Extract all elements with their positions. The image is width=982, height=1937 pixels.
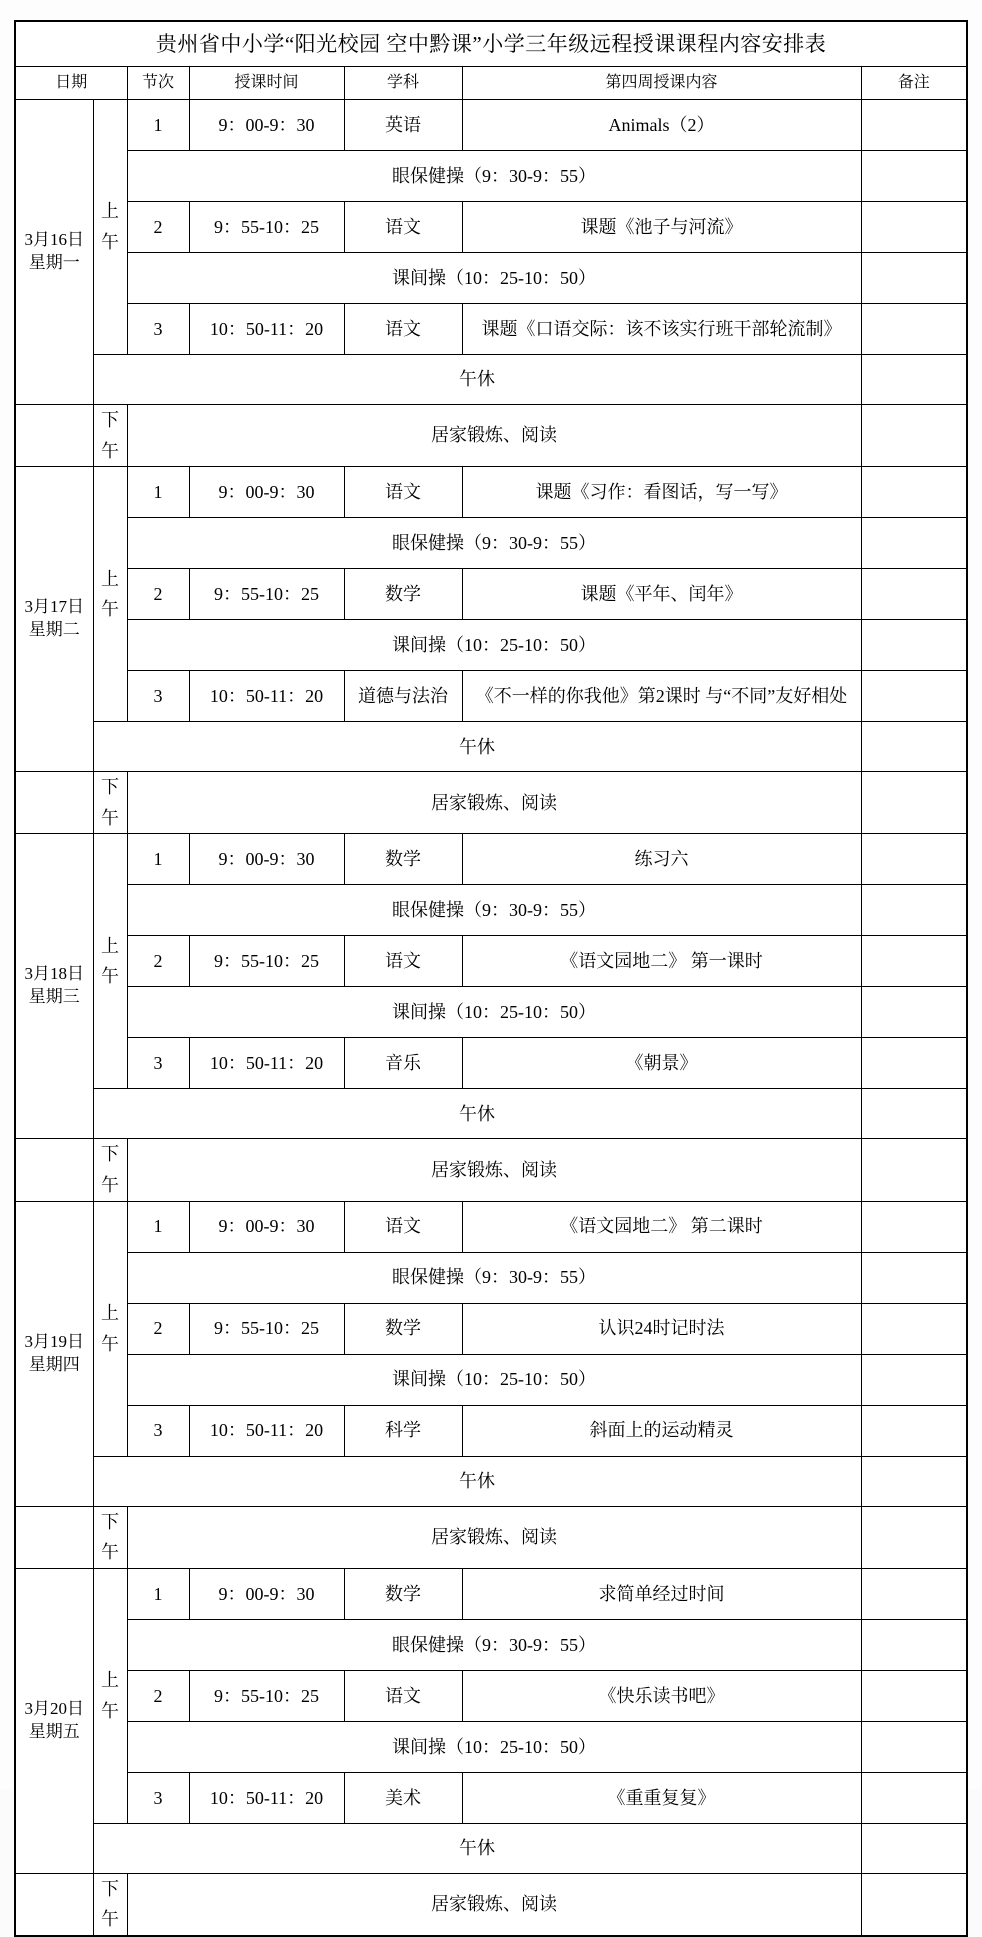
period-subject: 道德与法治 (344, 671, 462, 722)
table-row (15, 620, 967, 671)
note-cell (861, 304, 967, 355)
morning-label: 上午 (93, 834, 127, 1089)
table-row (15, 1252, 967, 1303)
noon-break-cell: 午休 (93, 1089, 861, 1139)
note-cell (861, 885, 967, 936)
noon-break-cell: 午休 (93, 1456, 861, 1506)
date-text: 3月19日 (24, 1331, 84, 1351)
table-row (15, 1823, 967, 1873)
col-header-note: 备注 (861, 67, 967, 100)
header-row (15, 67, 967, 100)
period-content: Animals（2） (462, 100, 861, 151)
period-subject: 数学 (344, 1303, 462, 1354)
date-text: 3月17日 (24, 597, 84, 617)
afternoon-label: 下午 (93, 405, 127, 467)
period-time: 9：00-9：30 (189, 100, 344, 151)
period-content: 《快乐读书吧》 (462, 1670, 861, 1721)
note-cell (861, 620, 967, 671)
period-number: 1 (127, 467, 189, 518)
period-number: 2 (127, 1670, 189, 1721)
note-cell (861, 100, 967, 151)
afternoon-activity-cell: 居家锻炼、阅读 (127, 1873, 861, 1936)
note-cell (861, 1038, 967, 1089)
table-row (15, 518, 967, 569)
note-cell (861, 1823, 967, 1873)
period-number: 3 (127, 671, 189, 722)
date-cell-empty (15, 1139, 93, 1201)
table-row (15, 1568, 967, 1619)
table-row (15, 1303, 967, 1354)
eye-exercise-cell: 眼保健操（9：30-9：55） (127, 1619, 861, 1670)
eye-exercise-cell: 眼保健操（9：30-9：55） (127, 518, 861, 569)
date-cell-empty (15, 405, 93, 467)
date-text: 3月16日 (24, 230, 84, 250)
table-row (15, 722, 967, 772)
period-content: 认识24时记时法 (462, 1303, 861, 1354)
period-time: 9：55-10：25 (189, 1303, 344, 1354)
afternoon-label: 下午 (93, 1139, 127, 1201)
date-cell-empty (15, 1873, 93, 1936)
period-number: 2 (127, 569, 189, 620)
period-subject: 数学 (344, 569, 462, 620)
table-row (15, 253, 967, 304)
period-content: 《朝景》 (462, 1038, 861, 1089)
date-cell-empty (15, 1506, 93, 1568)
note-cell (861, 1201, 967, 1252)
period-time: 10：50-11：20 (189, 1772, 344, 1823)
date-cell (15, 100, 93, 405)
period-content: 课题《习作：看图话，写一写》 (462, 467, 861, 518)
period-subject: 语文 (344, 1670, 462, 1721)
table-row (15, 1354, 967, 1405)
period-subject: 语文 (344, 1201, 462, 1252)
afternoon-label: 下午 (93, 1506, 127, 1568)
col-header-date: 日期 (15, 67, 127, 100)
noon-break-cell: 午休 (93, 355, 861, 405)
period-time: 9：00-9：30 (189, 467, 344, 518)
table-row (15, 1772, 967, 1823)
table-row (15, 569, 967, 620)
period-content: 《语文园地二》 第一课时 (462, 936, 861, 987)
noon-break-cell: 午休 (93, 1823, 861, 1873)
table-row (15, 834, 967, 885)
note-cell (861, 1721, 967, 1772)
note-cell (861, 772, 967, 834)
recess-exercise-cell: 课间操（10：25-10：50） (127, 1354, 861, 1405)
period-subject: 英语 (344, 100, 462, 151)
period-time: 9：55-10：25 (189, 202, 344, 253)
morning-label: 上午 (93, 467, 127, 722)
weekday-text: 星期二 (28, 620, 80, 640)
date-cell (15, 834, 93, 1139)
period-number: 1 (127, 1568, 189, 1619)
eye-exercise-cell: 眼保健操（9：30-9：55） (127, 1252, 861, 1303)
note-cell (861, 1354, 967, 1405)
title-row (15, 21, 967, 67)
note-cell (861, 569, 967, 620)
period-time: 10：50-11：20 (189, 304, 344, 355)
period-content: 《重重复复》 (462, 1772, 861, 1823)
table-row (15, 1139, 967, 1201)
period-time: 10：50-11：20 (189, 1038, 344, 1089)
note-cell (861, 253, 967, 304)
period-subject: 语文 (344, 936, 462, 987)
period-number: 1 (127, 834, 189, 885)
period-number: 3 (127, 304, 189, 355)
note-cell (861, 1089, 967, 1139)
period-content: 课题《口语交际：该不该实行班干部轮流制》 (462, 304, 861, 355)
col-header-time: 授课时间 (189, 67, 344, 100)
recess-exercise-cell: 课间操（10：25-10：50） (127, 987, 861, 1038)
morning-label: 上午 (93, 1568, 127, 1823)
period-time: 10：50-11：20 (189, 1405, 344, 1456)
table-row (15, 100, 967, 151)
date-cell (15, 467, 93, 772)
table-row (15, 987, 967, 1038)
weekday-text: 星期一 (28, 253, 80, 272)
note-cell (861, 1303, 967, 1354)
table-row (15, 671, 967, 722)
note-cell (861, 1619, 967, 1670)
period-subject: 数学 (344, 834, 462, 885)
afternoon-activity-cell: 居家锻炼、阅读 (127, 1506, 861, 1568)
period-time: 9：00-9：30 (189, 834, 344, 885)
period-number: 3 (127, 1405, 189, 1456)
note-cell (861, 1670, 967, 1721)
note-cell (861, 1139, 967, 1201)
period-subject: 语文 (344, 304, 462, 355)
table-row (15, 1506, 967, 1568)
period-subject: 语文 (344, 202, 462, 253)
note-cell (861, 722, 967, 772)
period-number: 2 (127, 202, 189, 253)
period-number: 2 (127, 1303, 189, 1354)
col-header-subject: 学科 (344, 67, 462, 100)
date-text: 3月20日 (24, 1698, 84, 1718)
note-cell (861, 936, 967, 987)
afternoon-label: 下午 (93, 772, 127, 834)
table-row (15, 1405, 967, 1456)
note-cell (861, 671, 967, 722)
note-cell (861, 405, 967, 467)
note-cell (861, 1252, 967, 1303)
col-header-content: 第四周授课内容 (462, 67, 861, 100)
date-text: 3月18日 (24, 964, 84, 984)
period-time: 9：00-9：30 (189, 1568, 344, 1619)
afternoon-activity-cell: 居家锻炼、阅读 (127, 405, 861, 467)
table-row (15, 467, 967, 518)
note-cell (861, 202, 967, 253)
table-row (15, 772, 967, 834)
morning-label: 上午 (93, 1201, 127, 1456)
period-time: 9：55-10：25 (189, 569, 344, 620)
date-cell (15, 1568, 93, 1873)
table-row (15, 355, 967, 405)
note-cell (861, 1405, 967, 1456)
afternoon-activity-cell: 居家锻炼、阅读 (127, 772, 861, 834)
period-time: 10：50-11：20 (189, 671, 344, 722)
afternoon-activity-cell: 居家锻炼、阅读 (127, 1139, 861, 1201)
date-cell-empty (15, 772, 93, 834)
note-cell (861, 355, 967, 405)
table-row (15, 1089, 967, 1139)
period-content: 《不一样的你我他》第2课时 与“不同”友好相处 (462, 671, 861, 722)
note-cell (861, 467, 967, 518)
note-cell (861, 518, 967, 569)
weekday-text: 星期五 (28, 1721, 80, 1741)
table-row (15, 304, 967, 355)
date-cell (15, 1201, 93, 1506)
period-number: 3 (127, 1038, 189, 1089)
weekday-text: 星期三 (28, 987, 80, 1007)
period-subject: 音乐 (344, 1038, 462, 1089)
period-time: 9：00-9：30 (189, 1201, 344, 1252)
note-cell (861, 1873, 967, 1936)
table-row (15, 1456, 967, 1506)
table-row (15, 1873, 967, 1936)
period-subject: 科学 (344, 1405, 462, 1456)
page-title: 贵州省中小学“阳光校园 空中黔课”小学三年级远程授课课程内容安排表 (15, 21, 967, 67)
period-subject: 数学 (344, 1568, 462, 1619)
period-subject: 美术 (344, 1772, 462, 1823)
period-number: 1 (127, 100, 189, 151)
note-cell (861, 834, 967, 885)
period-number: 1 (127, 1201, 189, 1252)
afternoon-label: 下午 (93, 1873, 127, 1936)
note-cell (861, 1568, 967, 1619)
recess-exercise-cell: 课间操（10：25-10：50） (127, 620, 861, 671)
table-row (15, 885, 967, 936)
table-row (15, 1201, 967, 1252)
period-content: 练习六 (462, 834, 861, 885)
period-number: 2 (127, 936, 189, 987)
period-content: 《语文园地二》 第二课时 (462, 1201, 861, 1252)
table-row (15, 1038, 967, 1089)
period-content: 求简单经过时间 (462, 1568, 861, 1619)
recess-exercise-cell: 课间操（10：25-10：50） (127, 253, 861, 304)
period-content: 课题《平年、闰年》 (462, 569, 861, 620)
note-cell (861, 987, 967, 1038)
recess-exercise-cell: 课间操（10：25-10：50） (127, 1721, 861, 1772)
col-header-period: 节次 (127, 67, 189, 100)
eye-exercise-cell: 眼保健操（9：30-9：55） (127, 885, 861, 936)
table-row (15, 1619, 967, 1670)
period-number: 3 (127, 1772, 189, 1823)
table-row (15, 1670, 967, 1721)
eye-exercise-cell: 眼保健操（9：30-9：55） (127, 151, 861, 202)
period-time: 9：55-10：25 (189, 936, 344, 987)
note-cell (861, 151, 967, 202)
note-cell (861, 1456, 967, 1506)
table-row (15, 1721, 967, 1772)
period-time: 9：55-10：25 (189, 1670, 344, 1721)
note-cell (861, 1772, 967, 1823)
table-row (15, 405, 967, 467)
period-content: 课题《池子与河流》 (462, 202, 861, 253)
table-row (15, 936, 967, 987)
table-row (15, 202, 967, 253)
period-subject: 语文 (344, 467, 462, 518)
period-content: 斜面上的运动精灵 (462, 1405, 861, 1456)
schedule-table (14, 20, 968, 1937)
weekday-text: 星期四 (28, 1354, 80, 1374)
note-cell (861, 1506, 967, 1568)
noon-break-cell: 午休 (93, 722, 861, 772)
table-row (15, 151, 967, 202)
morning-label: 上午 (93, 100, 127, 355)
